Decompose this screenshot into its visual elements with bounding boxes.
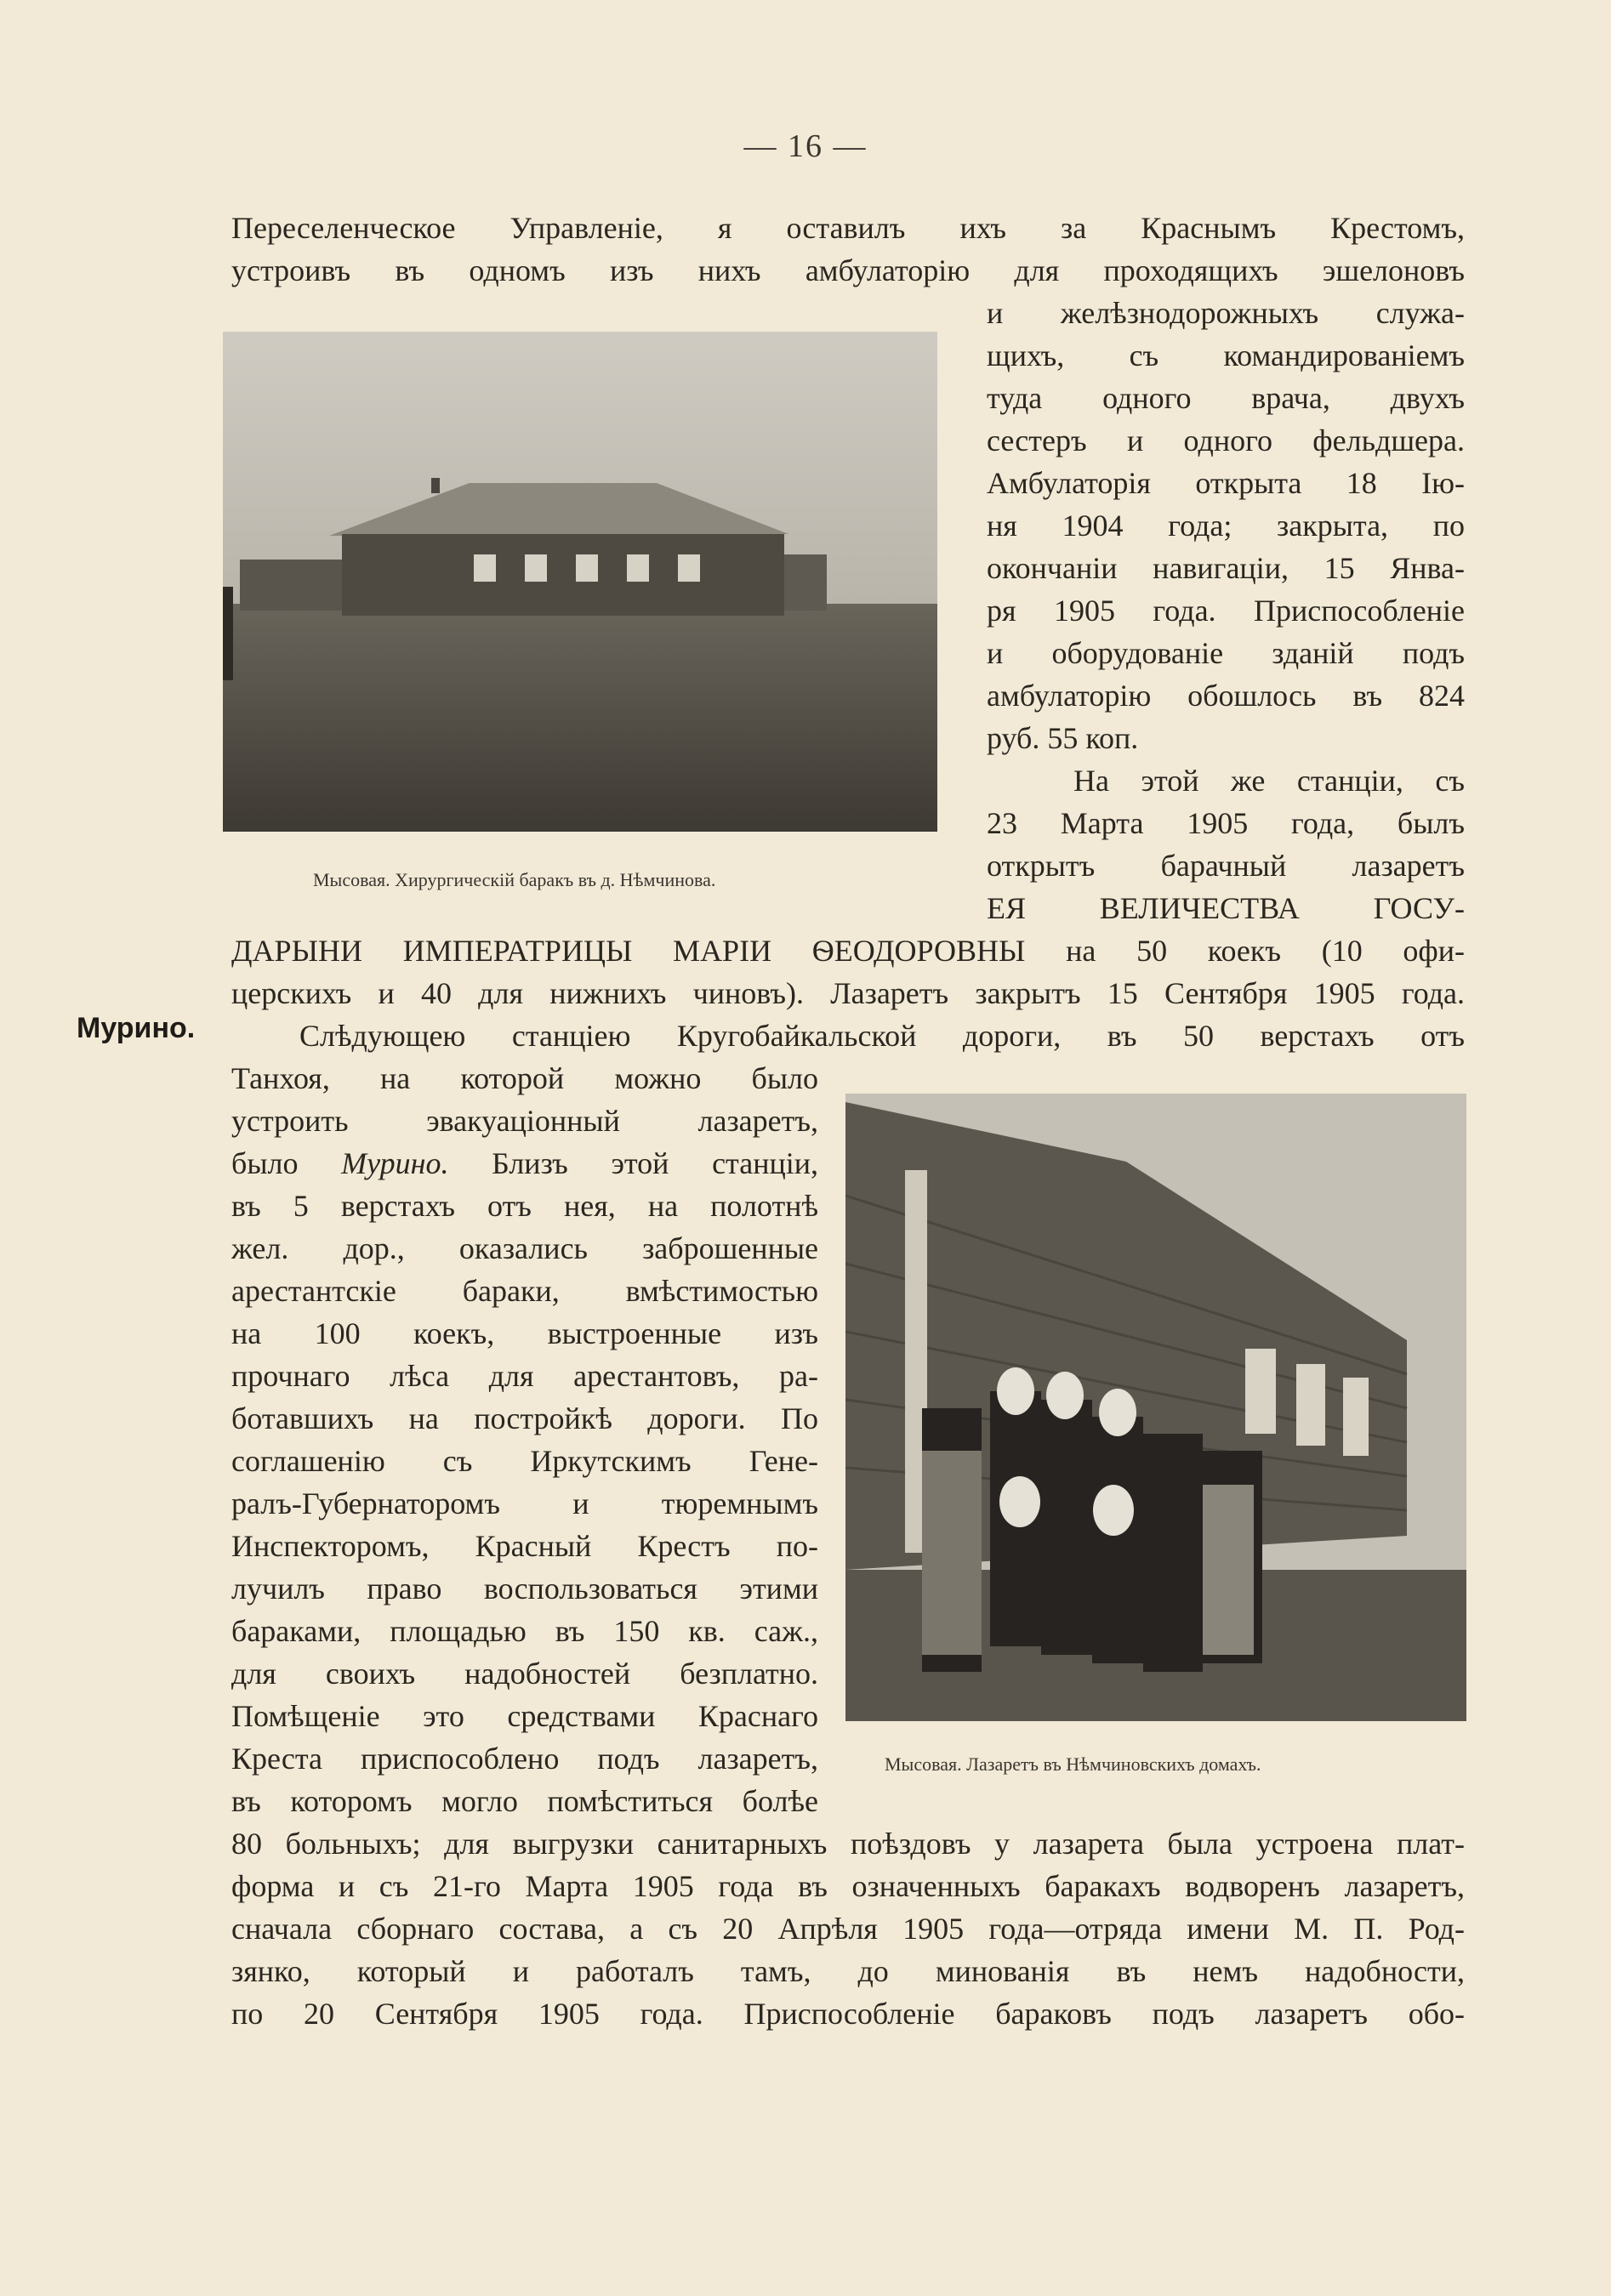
text-line: въ 5 верстахъ отъ нея, на полотнѣ: [231, 1189, 818, 1223]
text-line: бараками, площадью въ 150 кв. саж.,: [231, 1614, 818, 1648]
text-line: по 20 Сентября 1905 года. Приспособленіе бараковъ подъ лазаретъ обо-: [231, 1997, 1465, 2031]
photo2-caption: Мысовая. Лазаретъ въ Нѣмчиновскихъ домахъ.: [885, 1753, 1261, 1775]
text-line: арестантскіе бараки, вмѣстимостью: [231, 1274, 818, 1308]
text-line: сестеръ и одного фельдшера.: [987, 423, 1465, 457]
text-line: ралъ-Губернаторомъ и тюремнымъ: [231, 1486, 818, 1520]
lazaret-photo-image: [845, 1094, 1466, 1721]
text-line: туда одного врача, двухъ: [987, 381, 1465, 415]
text-line: На этой же станціи, съ: [1073, 764, 1465, 798]
text-line: ЕЯ ВЕЛИЧЕСТВА ГОСУ-: [987, 891, 1465, 925]
text-line: для своихъ надобностей безплатно.: [231, 1657, 818, 1691]
text-line: устроивъ въ одномъ изъ нихъ амбулаторію для проходящихъ эшелоновъ: [231, 253, 1465, 287]
margin-note: Мурино.: [77, 1012, 196, 1044]
station-name-murino: Мурино.: [341, 1146, 449, 1180]
text-line: щихъ, съ командированіемъ: [987, 338, 1465, 372]
text-line: устроить эвакуаціонный лазаретъ,: [231, 1104, 818, 1138]
text-line: форма и съ 21-го Марта 1905 года въ означенныхъ баракахъ водворенъ лазаретъ,: [231, 1869, 1465, 1903]
text-line: 80 больныхъ; для выгрузки санитарныхъ поѣздовъ у лазарета была устроена плат-: [231, 1827, 1465, 1861]
text-line: и оборудованіе зданій подъ: [987, 636, 1465, 670]
text-line: Слѣдующею станціею Кругобайкальской дороги, въ 50 верстахъ отъ: [299, 1019, 1465, 1053]
text-line: въ которомъ могло помѣститься болѣе: [231, 1784, 818, 1818]
text-line: ня 1904 года; закрыта, по: [987, 509, 1465, 543]
text-line: открытъ барачный лазаретъ: [987, 849, 1465, 883]
text-line: Помѣщеніе это средствами Краснаго: [231, 1699, 818, 1733]
text-line: Креста приспособлено подъ лазаретъ,: [231, 1742, 818, 1776]
text-line: церскихъ и 40 для нижнихъ чиновъ). Лазаретъ закрытъ 15 Сентября 1905 года.: [231, 976, 1465, 1010]
barrack-photo-image: [223, 332, 937, 832]
text-line: ботавшихъ на постройкѣ дороги. По: [231, 1401, 818, 1435]
text-line: Танхоя, на которой можно было: [231, 1061, 818, 1095]
text-line: сначала сборнаго состава, а съ 20 Апрѣля 1905 года—отряда имени М. П. Род-: [231, 1912, 1465, 1946]
text-line: было Мурино. Близъ этой станціи,: [231, 1146, 818, 1180]
photo-lazaret-group: [845, 1094, 1466, 1721]
text-line: жел. дор., оказались заброшенные: [231, 1231, 818, 1265]
text-line: соглашенію съ Иркутскимъ Гене-: [231, 1444, 818, 1478]
text-line: 23 Марта 1905 года, былъ: [987, 806, 1465, 840]
text-line: Инспекторомъ, Красный Крестъ по-: [231, 1529, 818, 1563]
text-line: лучилъ право воспользоваться этими: [231, 1571, 818, 1605]
page-number: — 16 —: [743, 128, 868, 164]
photo1-caption: Мысовая. Хирургическій баракъ въ д. Нѣмчинова.: [313, 869, 716, 890]
text-line: ДАРЫНИ ИМПЕРАТРИЦЫ МАРІИ ѲЕОДОРОВНЫ на 50 коекъ (10 офи-: [231, 934, 1465, 968]
photo-surgical-barrack: [223, 332, 937, 832]
text-line: и желѣзнодорожныхъ служа-: [987, 296, 1465, 330]
text-line: окончаніи навигаціи, 15 Янва-: [987, 551, 1465, 585]
text-line: руб. 55 коп.: [987, 721, 1139, 755]
text-line: Переселенческое Управленіе, я оставилъ ихъ за Краснымъ Крестомъ,: [231, 211, 1465, 245]
text-line: амбулаторію обошлось въ 824: [987, 679, 1465, 713]
text-line: Амбулаторія открыта 18 Ію-: [987, 466, 1465, 500]
text-line: прочнаго лѣса для арестантовъ, ра-: [231, 1359, 818, 1393]
text-line: ря 1905 года. Приспособленіе: [987, 594, 1465, 628]
text-line: зянко, который и работалъ тамъ, до минованія въ немъ надобности,: [231, 1954, 1465, 1988]
text-line: на 100 коекъ, выстроенные изъ: [231, 1316, 818, 1350]
